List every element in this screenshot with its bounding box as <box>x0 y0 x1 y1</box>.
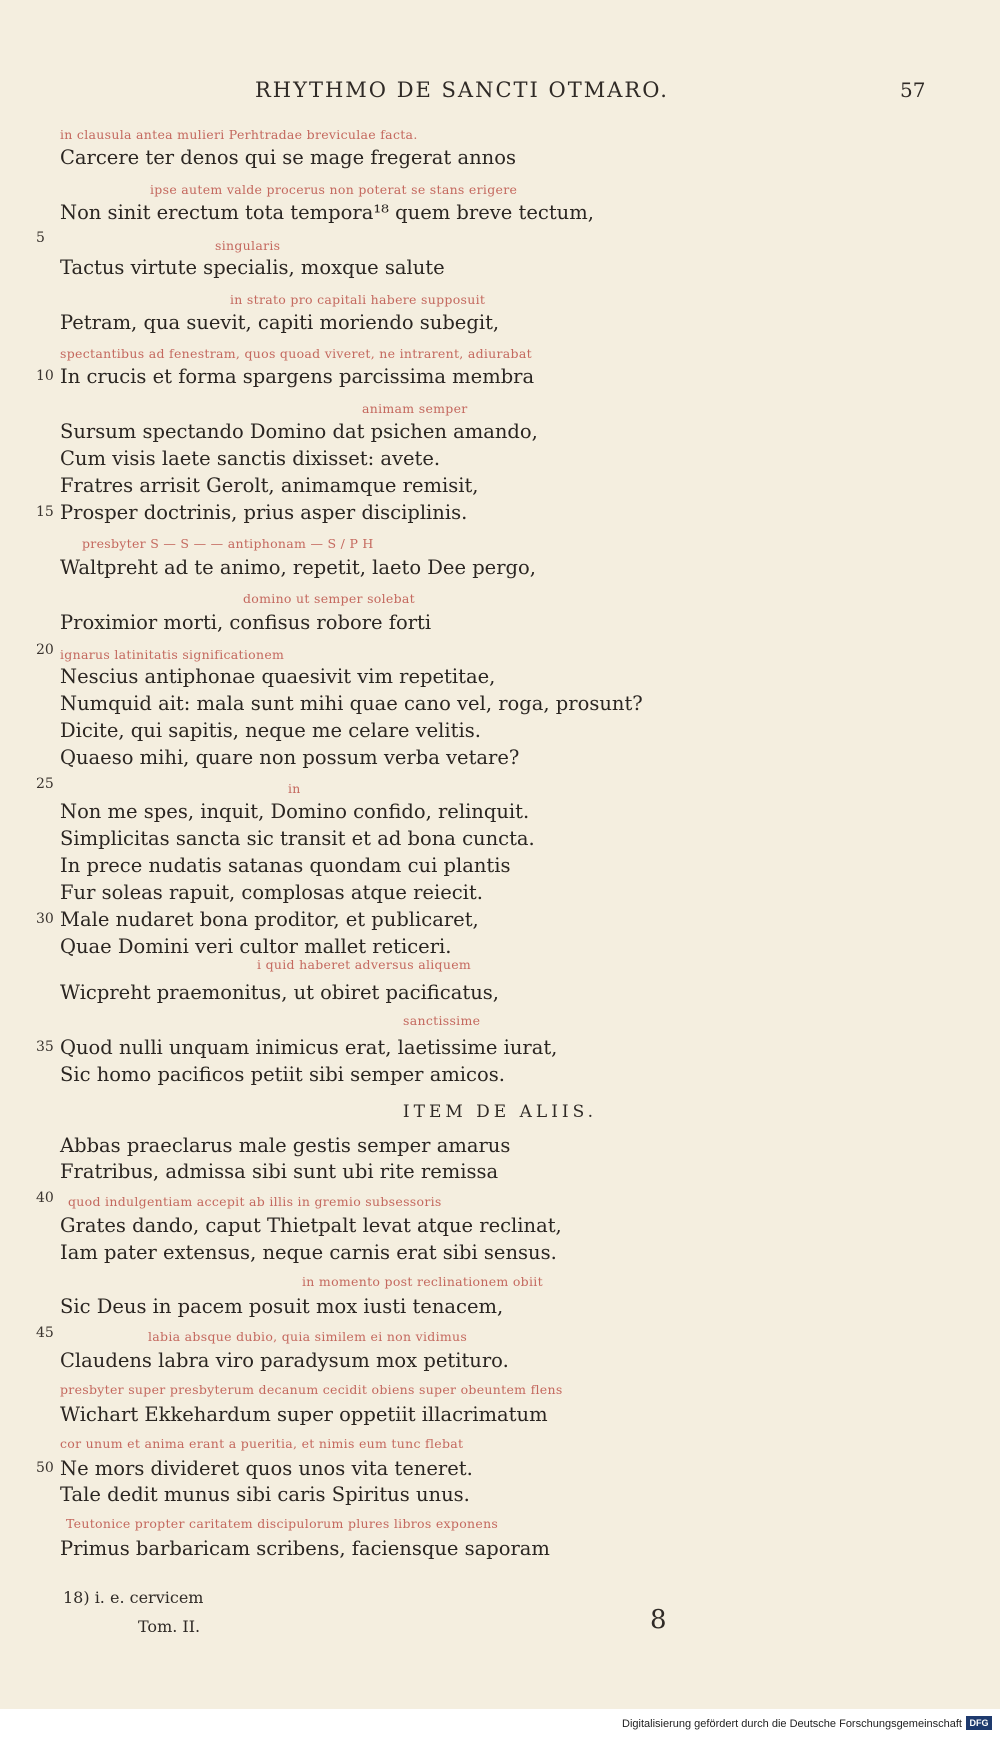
line-number: 35 <box>36 1039 54 1055</box>
verse-line: Iam pater extensus, neque carnis erat sibi sensus. <box>60 1241 557 1264</box>
verse-line: Sic Deus in pacem posuit mox iusti tenacem, <box>60 1295 504 1318</box>
verse-line: Claudens labra viro paradysum mox petituro. <box>60 1349 509 1372</box>
line-number: 40 <box>36 1190 54 1206</box>
verse-line: Abbas praeclarus male gestis semper amarus <box>60 1134 511 1157</box>
gloss-line: Teutonice propter caritatem discipulorum plures libros exponens <box>66 1516 499 1531</box>
verse-line: Quae Domini veri cultor mallet reticeri. <box>60 935 452 958</box>
verse-line: Fur soleas rapuit, complosas atque reiecit. <box>60 881 483 904</box>
gloss-line: in momento post reclinationem obiit <box>302 1274 543 1289</box>
gloss-line: sanctissime <box>403 1013 481 1028</box>
verse-line: In prece nudatis satanas quondam cui plantis <box>60 854 511 877</box>
running-title: RHYTHMO DE SANCTI OTMARO. <box>255 78 669 102</box>
page-header <box>0 78 1000 108</box>
verse-line: Non me spes, inquit, Domino confido, relinquit. <box>60 800 530 823</box>
gloss-line: cor unum et anima erant a pueritia, et nimis eum tunc flebat <box>60 1436 464 1451</box>
gloss-line: domino ut semper solebat <box>243 591 416 606</box>
line-number: 25 <box>36 776 54 792</box>
verse-line: Tale dedit munus sibi caris Spiritus unus. <box>60 1483 470 1506</box>
section-heading: ITEM DE ALIIS. <box>402 1102 598 1122</box>
verse-line: Petram, qua suevit, capiti moriendo subegit, <box>60 311 500 334</box>
verse-line: Numquid ait: mala sunt mihi quae cano vel, roga, prosunt? <box>60 692 643 715</box>
verse-line: Sursum spectando Domino dat psichen amando, <box>60 420 538 443</box>
gloss-line: animam semper <box>362 401 468 416</box>
gloss-line: in clausula antea mulieri Perhtradae breviculae facta. <box>60 127 418 142</box>
gloss-line: labia absque dubio, quia similem ei non vidimus <box>148 1329 468 1344</box>
line-number: 50 <box>36 1460 54 1476</box>
verse-line: Ne mors divideret quos unos vita teneret. <box>60 1457 473 1480</box>
gloss-line: ignarus latinitatis significationem <box>60 647 285 662</box>
verse-line: Nescius antiphonae quaesivit vim repetitae, <box>60 665 496 688</box>
verse-line: Simplicitas sancta sic transit et ad bona cuncta. <box>60 827 535 850</box>
verse-line: Wicpreht praemonitus, ut obiret pacificatus, <box>60 981 499 1004</box>
verse-line: Fratribus, admissa sibi sunt ubi rite remissa <box>60 1160 499 1183</box>
verse-line: Waltpreht ad te animo, repetit, laeto Dee pergo, <box>60 556 536 579</box>
verse-line: Prosper doctrinis, prius asper disciplinis. <box>60 501 468 524</box>
verse-line: Male nudaret bona proditor, et publicaret, <box>60 908 479 931</box>
volume-label: Tom. II. <box>138 1617 201 1636</box>
gloss-line: presbyter S — S — — antiphonam — S / P H <box>82 536 374 551</box>
digitization-bar <box>0 1709 1000 1739</box>
gloss-line: singularis <box>215 238 281 253</box>
verse-line: Grates dando, caput Thietpalt levat atque reclinat, <box>60 1214 562 1237</box>
verse-line: Tactus virtute specialis, moxque salute <box>60 256 445 279</box>
verse-line: Quaeso mihi, quare non possum verba vetare? <box>60 746 520 769</box>
verse-line: Wichart Ekkehardum super oppetiit illacrimatum <box>60 1403 548 1426</box>
gloss-line: ipse autem valde procerus non poterat se stans erigere <box>150 182 518 197</box>
line-number: 45 <box>36 1325 54 1341</box>
gloss-line: in <box>288 781 301 796</box>
verse-line: In crucis et forma spargens parcissima membra <box>60 365 535 388</box>
signature-mark: 8 <box>650 1605 667 1635</box>
verse-line: Cum visis laete sanctis dixisset: avete. <box>60 447 441 470</box>
verse-line: Proximior morti, confisus robore forti <box>60 611 432 634</box>
verse-line: Sic homo pacificos petiit sibi semper amicos. <box>60 1063 505 1086</box>
digitization-note: Digitalisierung gefördert durch die Deutsche Forschungsgemeinschaft <box>622 1718 962 1730</box>
verse-line: Quod nulli unquam inimicus erat, laetissime iurat, <box>60 1036 558 1059</box>
gloss-line: in strato pro capitali habere supposuit <box>230 292 486 307</box>
dfg-logo-icon: DFG <box>966 1716 992 1730</box>
gloss-line: presbyter super presbyterum decanum cecidit obiens super obeuntem flens <box>60 1382 563 1397</box>
gloss-line: spectantibus ad fenestram, quos quoad viveret, ne intrarent, adiurabat <box>60 346 532 361</box>
line-number: 5 <box>36 230 45 246</box>
verse-line: Carcere ter denos qui se mage fregerat annos <box>60 146 516 169</box>
line-number: 20 <box>36 642 54 658</box>
verse-line: Dicite, qui sapitis, neque me celare velitis. <box>60 719 481 742</box>
gloss-line: quod indulgentiam accepit ab illis in gremio subsessoris <box>68 1194 442 1209</box>
gloss-line: i quid haberet adversus aliquem <box>257 957 472 972</box>
page-number: 57 <box>900 78 926 102</box>
line-number: 10 <box>36 368 54 384</box>
verse-line: Primus barbaricam scribens, faciensque saporam <box>60 1537 550 1560</box>
line-number: 15 <box>36 504 54 520</box>
verse-line: Fratres arrisit Gerolt, animamque remisit, <box>60 474 479 497</box>
footnote: 18) i. e. cervicem <box>63 1588 204 1607</box>
line-number: 30 <box>36 911 54 927</box>
verse-line: Non sinit erectum tota tempora¹⁸ quem breve tectum, <box>60 201 594 224</box>
